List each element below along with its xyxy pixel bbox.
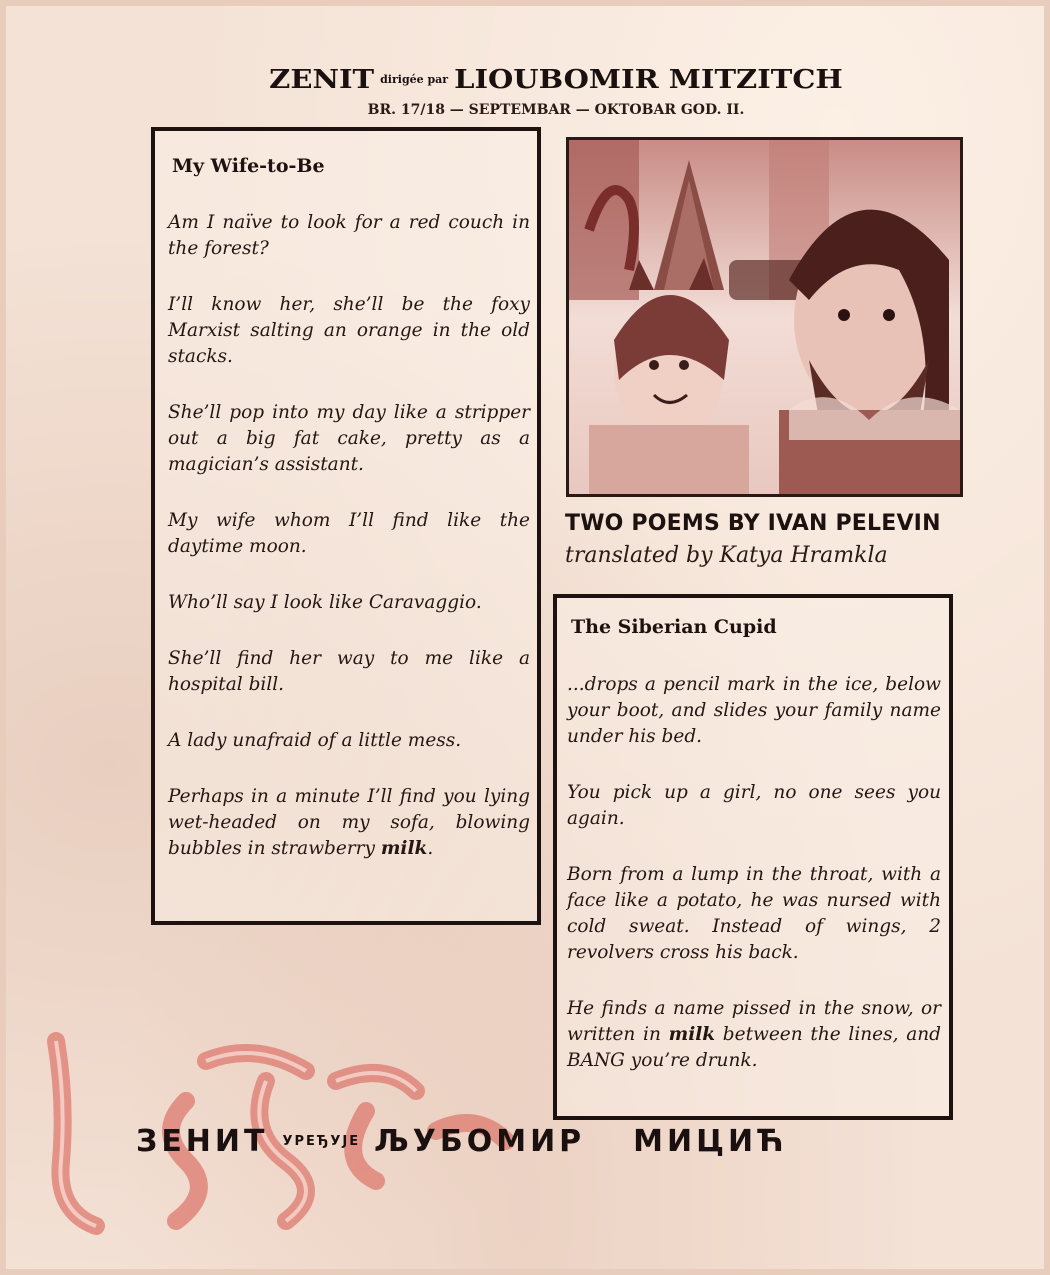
stanza-text-end: . <box>427 838 434 859</box>
stanza: My wife whom I’ll find like the daytime moon. <box>168 510 530 557</box>
footer-edited-by: УРЕЂУЈЕ <box>282 1134 361 1149</box>
footer-zenit: ЗЕНИТ <box>136 1124 269 1159</box>
cyrillic-footer <box>136 1124 956 1159</box>
stanza: A lady unafraid of a little mess. <box>168 730 462 751</box>
masthead-editor: LIOUBOMIR MITZITCH <box>454 63 843 95</box>
issue-line: BR. 17/18 — SEPTEMBAR — OKTOBAR GOD. II. <box>367 102 745 118</box>
stanza-text: Perhaps in a minute I’ll find you lying wet-headed on my sofa, blowing bubbles in strawberry <box>168 786 530 859</box>
photo-illustration <box>569 140 960 494</box>
author-photo <box>566 137 963 497</box>
poem-body <box>168 210 530 892</box>
stanza: She’ll pop into my day like a stripper out a big fat cake, pretty as a magician’s assistant. <box>168 402 530 475</box>
masthead-zenit: ZENIT <box>269 63 375 95</box>
poem-title: The Siberian Cupid <box>571 616 777 638</box>
stanza: Born from a lump in the throat, with a face like a potato, he was nursed with cold sweat. Instead of wings, 2 revolvers cross his back. <box>567 864 941 963</box>
stanza: ...drops a pencil mark in the ice, below your boot, and slides your family name under his bed. <box>567 674 941 747</box>
bold-word: milk <box>668 1024 716 1045</box>
masthead-directed-by: dirigée par <box>380 73 449 86</box>
stanza: You pick up a girl, no one sees you again. <box>567 782 941 829</box>
poem-box-wife-to-be <box>151 127 541 925</box>
footer-editor-last: МИЦИЋ <box>633 1124 788 1159</box>
stanza: She’ll find her way to me like a hospital bill. <box>168 648 530 695</box>
masthead <box>151 62 961 96</box>
section-heading: TWO POEMS BY IVAN PELEVIN <box>565 511 941 536</box>
translator-credit: translated by Katya Hramkla <box>565 543 888 568</box>
poem-title: My Wife-to-Be <box>172 155 325 177</box>
bold-word: milk <box>380 838 428 859</box>
stanza: Who’ll say I look like Caravaggio. <box>168 592 482 613</box>
stanza-text: He finds a name pissed in the snow, or written in <box>567 998 941 1045</box>
poem-box-siberian-cupid <box>553 594 953 1120</box>
stanza-last <box>168 784 530 862</box>
footer-editor-first: ЉУБОМИР <box>374 1124 586 1159</box>
stanza-text-end: between the lines, and BANG you’re drunk. <box>567 1024 941 1071</box>
stanza: I’ll know her, she’ll be the foxy Marxist salting an orange in the old stacks. <box>168 294 530 367</box>
poem-body <box>567 672 941 1104</box>
stanza-last <box>567 996 941 1074</box>
stanza: Am I naïve to look for a red couch in the forest? <box>168 212 530 259</box>
